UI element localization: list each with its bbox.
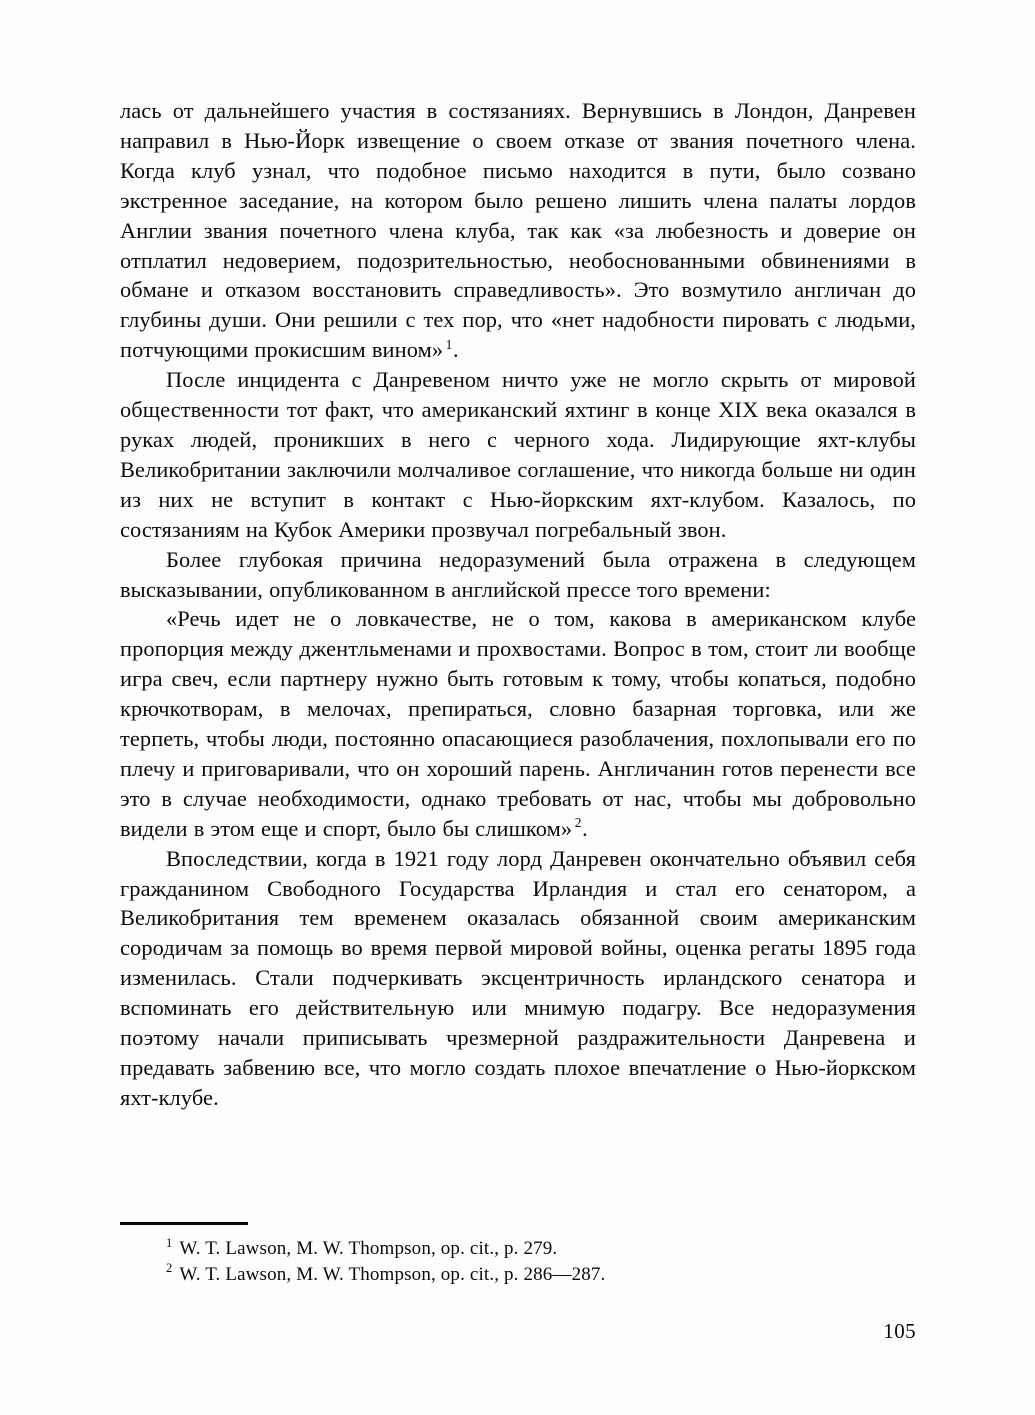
paragraph-continuation — [120, 96, 916, 365]
footnote-text: W. T. Lawson, M. W. Thompson, op. cit., p. 286—287. — [179, 1263, 606, 1285]
footnote-item — [120, 1236, 916, 1262]
footnote-section — [120, 1222, 916, 1287]
footnote-list — [120, 1236, 916, 1287]
paragraph-posle-incidenta: После инцидента с Данревеном ничто уже не могло скрыть от мировой общественности тот факт, что американский яхтинг в конце XIX века оказался в руках людей, проникших в него с черного хода. Лидирующие яхт-клубы Великобритании заключили молчаливое соглашение, что никогда больше ни один из них не вступит в контакт с Нью-йоркским яхт-клубом. Казалось, по состязаниям на Кубок Америки прозвучал погребальный звон. — [120, 367, 916, 542]
footnote-item — [120, 1262, 916, 1288]
page-number: 105 — [883, 1319, 916, 1343]
paragraph-text: лась от дальнейшего участия в состязаниях. Вернувшись в Лондон, Данревен направил в Нью-Йорк извещение о своем отказе от звания почетного члена. Когда клуб узнал, что подобное письмо находится в пути, было созвано экстренное заседание, на котором было решено лишить члена палаты лордов Англии звания почетного члена клуба, так как «за любезность и доверие он отплатил недоверием, подозрительностью, необоснованными обвинениями в обмане и отказом восстановить справедливость». Это возмутило англичан до глубины души. Они решили с тех пор, что «нет надобности пировать с людьми, потчующими прокисшим вином» — [120, 98, 916, 363]
main-text-column — [120, 96, 916, 1113]
paragraph-vposledstvii: Впоследствии, когда в 1921 году лорд Данревен окончательно объявил себя гражданином Свободного Государства Ирландия и стал его сенатором, а Великобритания тем временем оказалась обязанной своим американским сородичам за помощь во время первой мировой войны, оценка регаты 1895 года изменилась. Стали подчеркивать эксцентричность ирландского сенатора и вспоминать его действительную или мнимую подагру. Все недоразумения поэтому начали приписывать чрезмерной раздражительности Данревена и предавать забвению все, что могло создать плохое впечатление о Нью-йоркском яхт-клубе. — [120, 845, 916, 1110]
footnote-number: 2 — [166, 1261, 173, 1276]
footnote-reference-1[interactable]: 1 — [445, 336, 453, 352]
paragraph-text-tail: . — [582, 815, 588, 841]
footnote-number: 1 — [166, 1235, 173, 1250]
footnote-separator-rule — [120, 1222, 248, 1225]
paragraph-quote — [120, 604, 916, 843]
paragraph-text: «Речь идет не о ловкачестве, не о том, какова в американском клубе пропорция между джентльменами и прохвостами. Вопрос в том, стоит ли вообще игра свеч, если партнеру нужно быть готовым к тому, чтобы копаться, подобно крючкотворам, в мелочах, препираться, словно базарная торговка, или же терпеть, чтобы люди, постоянно опасающиеся разоблачения, похлопывали его по плечу и приговаривали, что он хороший парень. Англичанин готов перенести все это в случае необходимости, однако требовать от нас, чтобы мы добровольно видели в этом еще и спорт, было бы слишком» — [120, 606, 916, 841]
footnote-text: W. T. Lawson, M. W. Thompson, op. cit., p. 279. — [179, 1238, 558, 1259]
paragraph-text-tail: . — [453, 337, 459, 363]
footnote-reference-2[interactable]: 2 — [574, 815, 582, 831]
paragraph-bolee-glubokaya: Более глубокая причина недоразумений была отражена в следующем высказывании, опубликованном в английской прессе того времени: — [120, 546, 916, 602]
